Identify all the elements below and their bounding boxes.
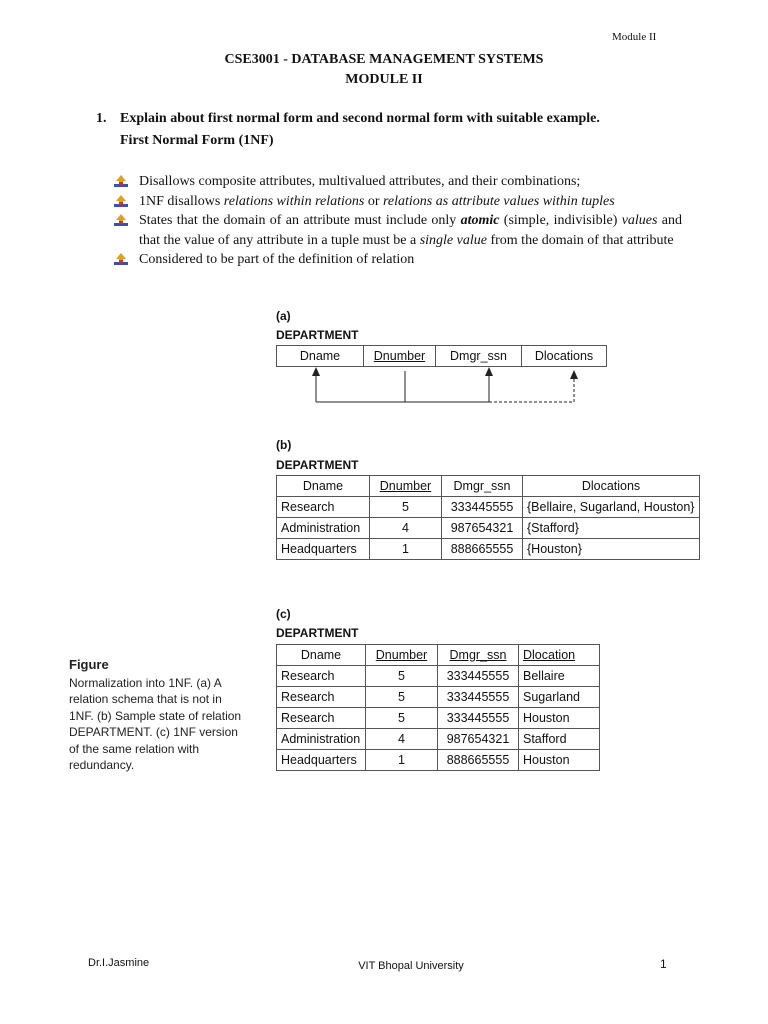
table-cell: Research	[277, 666, 366, 687]
table-cell: 5	[366, 687, 438, 708]
table-cell: 4	[370, 518, 442, 539]
arrowhead-icon	[485, 367, 493, 376]
table-cell: 888665555	[438, 750, 519, 771]
table-row	[277, 750, 600, 771]
table-cell: Administration	[277, 518, 370, 539]
section-heading: First Normal Form (1NF)	[120, 133, 274, 148]
arrowhead-icon	[570, 370, 578, 379]
table-cell: 333445555	[438, 666, 519, 687]
page-number: 1	[660, 957, 667, 971]
figure-c-1nf-table	[276, 644, 600, 771]
bullet-item: Disallows composite attributes, multivalued attributes, and their combinations;	[112, 172, 682, 192]
table-cell: 888665555	[442, 539, 523, 560]
column-header: Dname	[277, 645, 366, 666]
table-cell: Headquarters	[277, 750, 366, 771]
table-row	[277, 687, 600, 708]
column-header: Dlocation	[519, 645, 600, 666]
column-header: Dnumber	[364, 346, 436, 367]
figure-a-schema-table	[276, 345, 607, 367]
figure-c-label: (c)	[276, 607, 291, 621]
table-cell: Research	[277, 687, 366, 708]
table-cell: Research	[277, 708, 366, 729]
running-header: Module II	[612, 31, 657, 43]
table-cell: 333445555	[438, 708, 519, 729]
column-header: Dname	[277, 476, 370, 497]
column-header: Dnumber	[366, 645, 438, 666]
table-row	[277, 497, 700, 518]
table-row	[277, 729, 600, 750]
arrow-bullet-icon	[114, 253, 128, 267]
arrow-bullet-icon	[114, 214, 128, 228]
table-row	[277, 666, 600, 687]
column-header: Dmgr_ssn	[438, 645, 519, 666]
table-cell: {Bellaire, Sugarland, Houston}	[523, 497, 700, 518]
figure-b-label: (b)	[276, 438, 292, 452]
table-cell: Houston	[519, 708, 600, 729]
table-cell: 5	[366, 666, 438, 687]
table-cell: 5	[370, 497, 442, 518]
table-cell: 1	[370, 539, 442, 560]
table-cell: {Stafford}	[523, 518, 700, 539]
table-cell: 333445555	[442, 497, 523, 518]
arrow-bullet-icon	[114, 175, 128, 189]
table-cell: 987654321	[438, 729, 519, 750]
table-cell: Administration	[277, 729, 366, 750]
table-cell: Bellaire	[519, 666, 600, 687]
figure-c-relation-name: DEPARTMENT	[276, 626, 359, 640]
footer-author: Dr.I.Jasmine	[88, 957, 150, 969]
table-cell: 5	[366, 708, 438, 729]
module-title: MODULE II	[345, 72, 423, 87]
table-cell: 4	[366, 729, 438, 750]
table-row	[277, 708, 600, 729]
bullet-item: 1NF disallows relations within relations or relations as attribute values within tuples	[112, 192, 682, 212]
question-number: 1.	[96, 111, 107, 126]
column-header: Dname	[277, 346, 364, 367]
table-cell: Stafford	[519, 729, 600, 750]
figure-b-state-table	[276, 475, 700, 560]
table-cell: Sugarland	[519, 687, 600, 708]
footer-university: VIT Bhopal University	[358, 960, 464, 972]
table-cell: 1	[366, 750, 438, 771]
bullet-item: Considered to be part of the definition of relation	[112, 250, 682, 270]
bullet-list	[112, 172, 682, 270]
table-cell: {Houston}	[523, 539, 700, 560]
table-row	[277, 539, 700, 560]
question-text: Explain about first normal form and second normal form with suitable example.	[120, 111, 600, 126]
table-cell: 333445555	[438, 687, 519, 708]
functional-dependency-arrows	[276, 366, 596, 408]
table-cell: 987654321	[442, 518, 523, 539]
bullet-item: States that the domain of an attribute must include only atomic (simple, indivisible) values and that the value of any attribute in a tuple must be a single value from the domain of that attribute	[112, 211, 682, 250]
column-header: Dlocations	[523, 476, 700, 497]
arrowhead-icon	[312, 367, 320, 376]
table-cell: Research	[277, 497, 370, 518]
arrow-bullet-icon	[114, 195, 128, 209]
column-header: Dmgr_ssn	[436, 346, 522, 367]
column-header: Dlocations	[522, 346, 607, 367]
figure-caption	[69, 657, 249, 774]
caption-title: Figure	[69, 657, 109, 672]
table-cell: Houston	[519, 750, 600, 771]
figure-a-label: (a)	[276, 309, 291, 323]
figure-a-relation-name: DEPARTMENT	[276, 328, 359, 342]
column-header: Dmgr_ssn	[442, 476, 523, 497]
question	[96, 111, 600, 127]
caption-text: Normalization into 1NF. (a) A relation schema that is not in 1NF. (b) Sample state of relation DEPARTMENT. (c) 1NF version of the same relation with redundancy.	[69, 675, 242, 772]
column-header: Dnumber	[370, 476, 442, 497]
figure-b-relation-name: DEPARTMENT	[276, 458, 359, 472]
course-title: CSE3001 - DATABASE MANAGEMENT SYSTEMS	[224, 52, 544, 67]
table-cell: Headquarters	[277, 539, 370, 560]
table-row	[277, 518, 700, 539]
